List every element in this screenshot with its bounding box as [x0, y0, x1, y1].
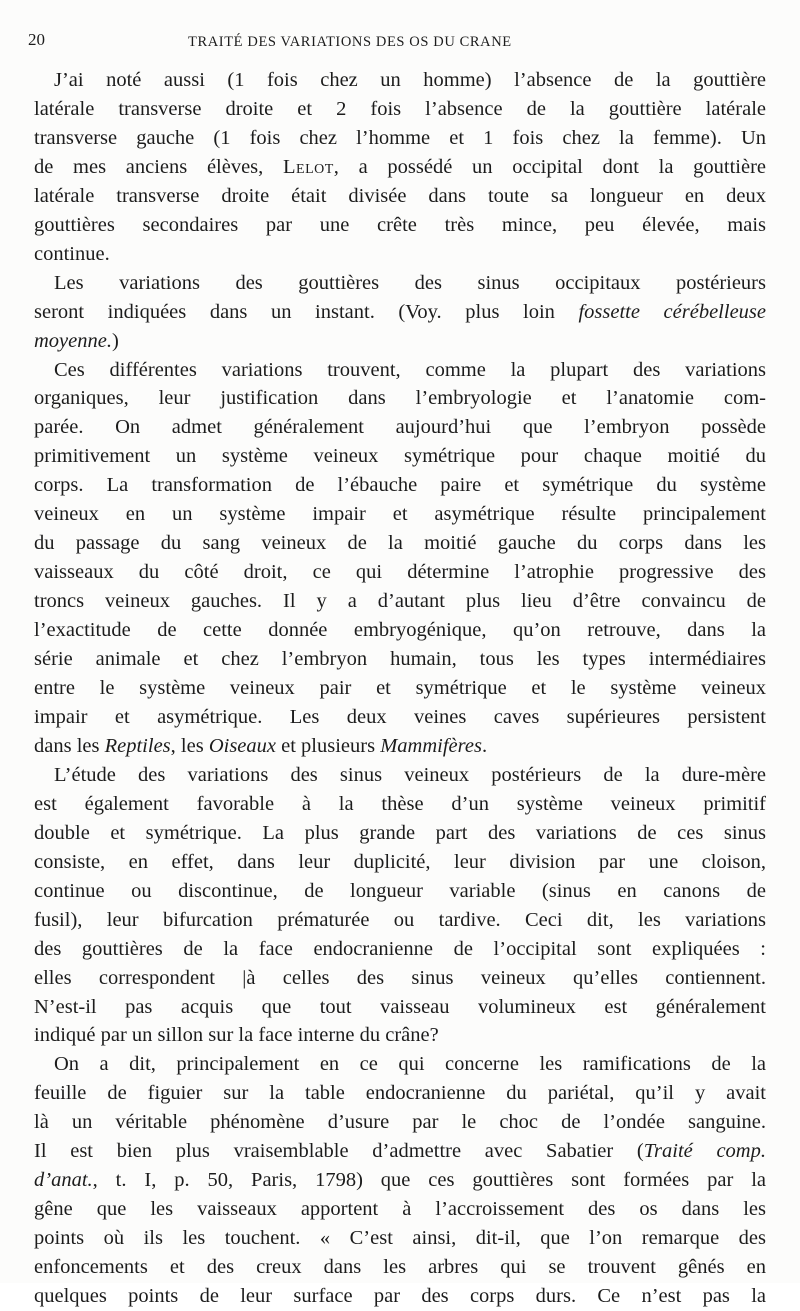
text-line: continue.: [34, 242, 110, 265]
running-title: TRAITÉ DES VARIATIONS DES OS DU CRANE: [188, 34, 512, 50]
text-line: fusil), leur bifurcation prématurée ou tardive. Ceci dit, les variations: [34, 908, 766, 931]
text-line: enfoncements et des creux dans les arbres qui se trouvent gênés en: [34, 1256, 766, 1279]
text-run: ): [111, 329, 119, 352]
text-run: Il est bien plus vraisemblable d’admettre avec Sabatier (: [34, 1140, 644, 1163]
text-line: [34, 1166, 766, 1195]
text-line: impair et asymétrique. Les deux veines caves supérieures persistent: [34, 705, 766, 728]
text-line: On a dit, principalement en ce qui concerne les ramifications de la: [54, 1053, 766, 1076]
text-line: organiques, leur justification dans l’embryologie et l’anatomie com-: [34, 387, 766, 410]
page-number: 20: [28, 30, 45, 49]
text-line: N’est-il pas acquis que tout vaisseau volumineux est généralement: [34, 995, 766, 1018]
paragraph-5: [34, 1050, 766, 1311]
text-line: [34, 732, 766, 761]
text-line: primitivement un système veineux symétrique pour chaque moitié du: [34, 445, 766, 468]
text-line: quelques points de leur surface par des corps durs. Ce n’est pas la: [34, 1285, 766, 1308]
text-line: troncs veineux gauches. Il y a d’autant plus lieu d’être convaincu de: [34, 590, 766, 613]
italic-term: moyenne.: [34, 329, 112, 352]
paragraph-2: [34, 269, 766, 356]
text-line: corps. La transformation de l’ébauche paire et symétrique du système: [34, 474, 766, 497]
text-line: L’étude des variations des sinus veineux postérieurs de la dure-mère: [54, 763, 766, 786]
text-line: parée. On admet généralement aujourd’hui que l’embryon possède: [34, 416, 766, 439]
text-line: veineux en un système impair et asymétrique résulte principalement: [34, 503, 766, 526]
text-line: gêne que les vaisseaux apportent à l’accroissement des os dans les: [34, 1198, 766, 1221]
text-line: [34, 153, 766, 182]
italic-term: fossette cérébelleuse: [578, 300, 766, 323]
paragraph-1: [34, 66, 766, 269]
text-run: .: [481, 734, 488, 757]
italic-term: Oiseaux: [208, 734, 276, 757]
text-line: transverse gauche (1 fois chez l’homme et 1 fois chez la femme). Un: [34, 126, 766, 149]
text-line: [34, 1137, 766, 1166]
text-line: là un véritable phénomène d’usure par le choc de l’ondée sanguine.: [34, 1111, 766, 1134]
text-line: l’exactitude de cette donnée embryogénique, qu’on retrouve, dans la: [34, 619, 766, 642]
italic-term: Mammifères: [380, 734, 482, 757]
text-line: Ces différentes variations trouvent, comme la plupart des variations: [54, 358, 766, 381]
italic-term: Reptiles: [104, 734, 171, 757]
text-run: et plusieurs: [276, 734, 381, 757]
italic-term: Traité comp.: [643, 1140, 766, 1163]
paragraph-3: [34, 356, 766, 761]
page-body: [34, 66, 766, 1311]
text-line: J’ai noté aussi (1 fois chez un homme) l’absence de la gouttière: [54, 69, 766, 91]
text-run: , a possédé un occipital dont la gouttière: [333, 155, 767, 178]
text-line: est également favorable à la thèse d’un système veineux primitif: [34, 792, 766, 815]
text-run: de mes anciens élèves,: [34, 155, 283, 178]
author-name: Lelot: [283, 155, 334, 178]
text-line: série animale et chez l’embryon humain, tous les types intermédiaires: [34, 648, 766, 671]
text-run: dans les: [34, 734, 105, 757]
text-line: consiste, en effet, dans leur duplicité, leur division par une cloison,: [34, 850, 766, 873]
text-line: latérale transverse droite et 2 fois l’absence de la gouttière latérale: [34, 97, 766, 120]
text-line: des gouttières de la face endocranienne de l’occipital sont expliquées :: [34, 937, 766, 960]
text-line: continue ou discontinue, de longueur variable (sinus en canons de: [34, 879, 766, 902]
text-line: elles correspondent |à celles des sinus veineux qu’elles contiennent.: [34, 966, 766, 989]
text-line: gouttières secondaires par une crête très mince, peu élevée, mais: [34, 213, 766, 236]
text-line: du passage du sang veineux de la moitié gauche du corps dans les: [34, 532, 766, 555]
text-line: [34, 327, 766, 356]
text-line: feuille de figuier sur la table endocranienne du pariétal, qu’il y avait: [34, 1082, 766, 1105]
text-line: vaisseaux du côté droit, ce qui détermine l’atrophie progressive des: [34, 561, 766, 584]
paragraph-4: [34, 761, 766, 1051]
text-line: double et symétrique. La plus grande part des variations de ces sinus: [34, 821, 766, 844]
text-run: seront indiquées dans un instant. (Voy. plus loin: [34, 300, 579, 323]
text-line: Les variations des gouttières des sinus occipitaux postérieurs: [54, 271, 766, 294]
text-line: latérale transverse droite était divisée dans toute sa longueur en deux: [34, 184, 766, 207]
text-run: , les: [170, 734, 209, 757]
text-line: points où ils les touchent. « C’est ainsi, dit-il, que l’on remarque des: [34, 1227, 766, 1250]
text-run: , t. I, p. 50, Paris, 1798) que ces gouttières sont formées par la: [92, 1169, 766, 1192]
italic-term: d’anat.: [34, 1169, 93, 1192]
text-line: entre le système veineux pair et symétrique et le système veineux: [34, 677, 766, 700]
text-line: indiqué par un sillon sur la face interne du crâne?: [34, 1024, 439, 1047]
text-line: [34, 298, 766, 327]
